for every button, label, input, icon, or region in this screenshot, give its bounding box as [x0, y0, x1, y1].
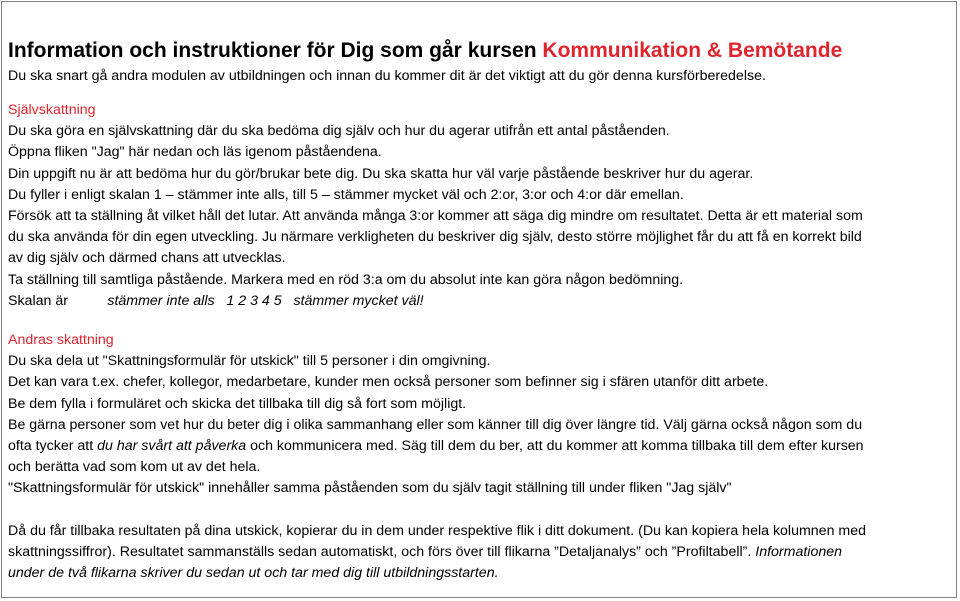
closing-line: [8, 542, 952, 563]
section2-line: Be gärna personer som vet hur du beter dig i olika sammanhang eller som känner till dig över längre tid. Välj gärna också någon som du: [8, 416, 863, 433]
intro-text: Du ska snart gå andra modulen av utbildningen och innan du kommer dit är det viktigt att du gör denna kursförberedelse.: [8, 68, 766, 84]
scale-numbers: 1 2 3 4 5: [226, 292, 282, 309]
section2-line: Det kan vara t.ex. chefer, kollegor, medarbetare, kunder men också personer som befinner sig i sfären utanför ditt arbete.: [8, 374, 769, 391]
section2-line: Be dem fylla i formuläret och skicka det tillbaka till dig så fort som möjligt.: [8, 395, 467, 412]
page-title: [8, 36, 952, 66]
scale-label: Skalan är: [8, 292, 68, 309]
line5-italic: du har svårt att påverka: [97, 438, 247, 455]
spacer: [8, 500, 952, 521]
section1-line: du ska använda för din egen utveckling. Ju närmare verkligheten du beskriver dig själv, desto större möjlighet får du att få en korrekt bild: [8, 229, 862, 246]
spacer: [8, 312, 952, 330]
course-name: Kommunikation & Bemötande: [542, 39, 843, 62]
closing-line2-italic: Informationen: [755, 543, 843, 560]
closing-line2-text: skattningssiffror). Resultatet sammanställs sedan automatiskt, och förs över till flikarna ”Detaljanalys” och ”Profiltabell”.: [8, 543, 756, 560]
section1-line: Du fyller i enligt skalan 1 – stämmer inte alls, till 5 – stämmer mycket väl och 2:or, 3:or och 4:or där emellan.: [8, 186, 684, 203]
scale-line: [8, 291, 952, 312]
section2-line: Du ska dela ut "Skattningsformulär för utskick" till 5 personer i din omgivning.: [8, 353, 491, 370]
line5-start: ofta tycker att: [8, 438, 98, 455]
section1-line: Ta ställning till samtliga påstående. Markera med en röd 3:a om du absolut inte kan göra någon bedömning.: [8, 271, 684, 288]
section-heading-sjalvskattning: Självskattning: [8, 102, 96, 118]
title-prefix: Information och instruktioner för Dig som går kursen: [8, 39, 543, 62]
document-content: [8, 36, 952, 584]
section2-line: [8, 436, 952, 457]
section1-line: av dig själv och därmed chans att utvecklas.: [8, 250, 286, 267]
line5-end: och kommunicera med. Säg till dem du ber, att du kommer att komma tillbaka till dem efter kursen: [246, 438, 864, 455]
section2-line: "Skattningsformulär för utskick" innehåller samma påståenden som du själv tagit ställning till under fliken "Jag själv": [8, 480, 732, 497]
scale-low: stämmer inte alls: [107, 292, 215, 309]
section1-line: Öppna fliken "Jag" här nedan och läs igenom påståendena.: [8, 144, 382, 161]
closing-line: under de två flikarna skriver du sedan ut och tar med dig till utbildningsstarten.: [8, 565, 499, 582]
section-heading-andras-skattning: Andras skattning: [8, 332, 114, 349]
scale-high: stämmer mycket väl!: [293, 292, 424, 309]
section2-line: och berätta vad som kom ut av det hela.: [8, 459, 261, 476]
section1-line: Försök att ta ställning åt vilket håll det lutar. Att använda många 3:or kommer att säga dig mindre om resultatet. Detta är ett material som: [8, 208, 863, 225]
section1-line: Din uppgift nu är att bedöma hur du gör/brukar bete dig. Du ska skatta hur väl varje påstående beskriver hur du agerar.: [8, 165, 754, 182]
closing-line: Då du får tillbaka resultaten på dina utskick, kopierar du in dem under respektive flik i ditt dokument. (Du kan kopiera hela kolumnen med: [8, 522, 867, 539]
section1-line: Du ska göra en självskattning där du ska bedöma dig själv och hur du agerar utifrån ett antal påståenden.: [8, 123, 670, 140]
